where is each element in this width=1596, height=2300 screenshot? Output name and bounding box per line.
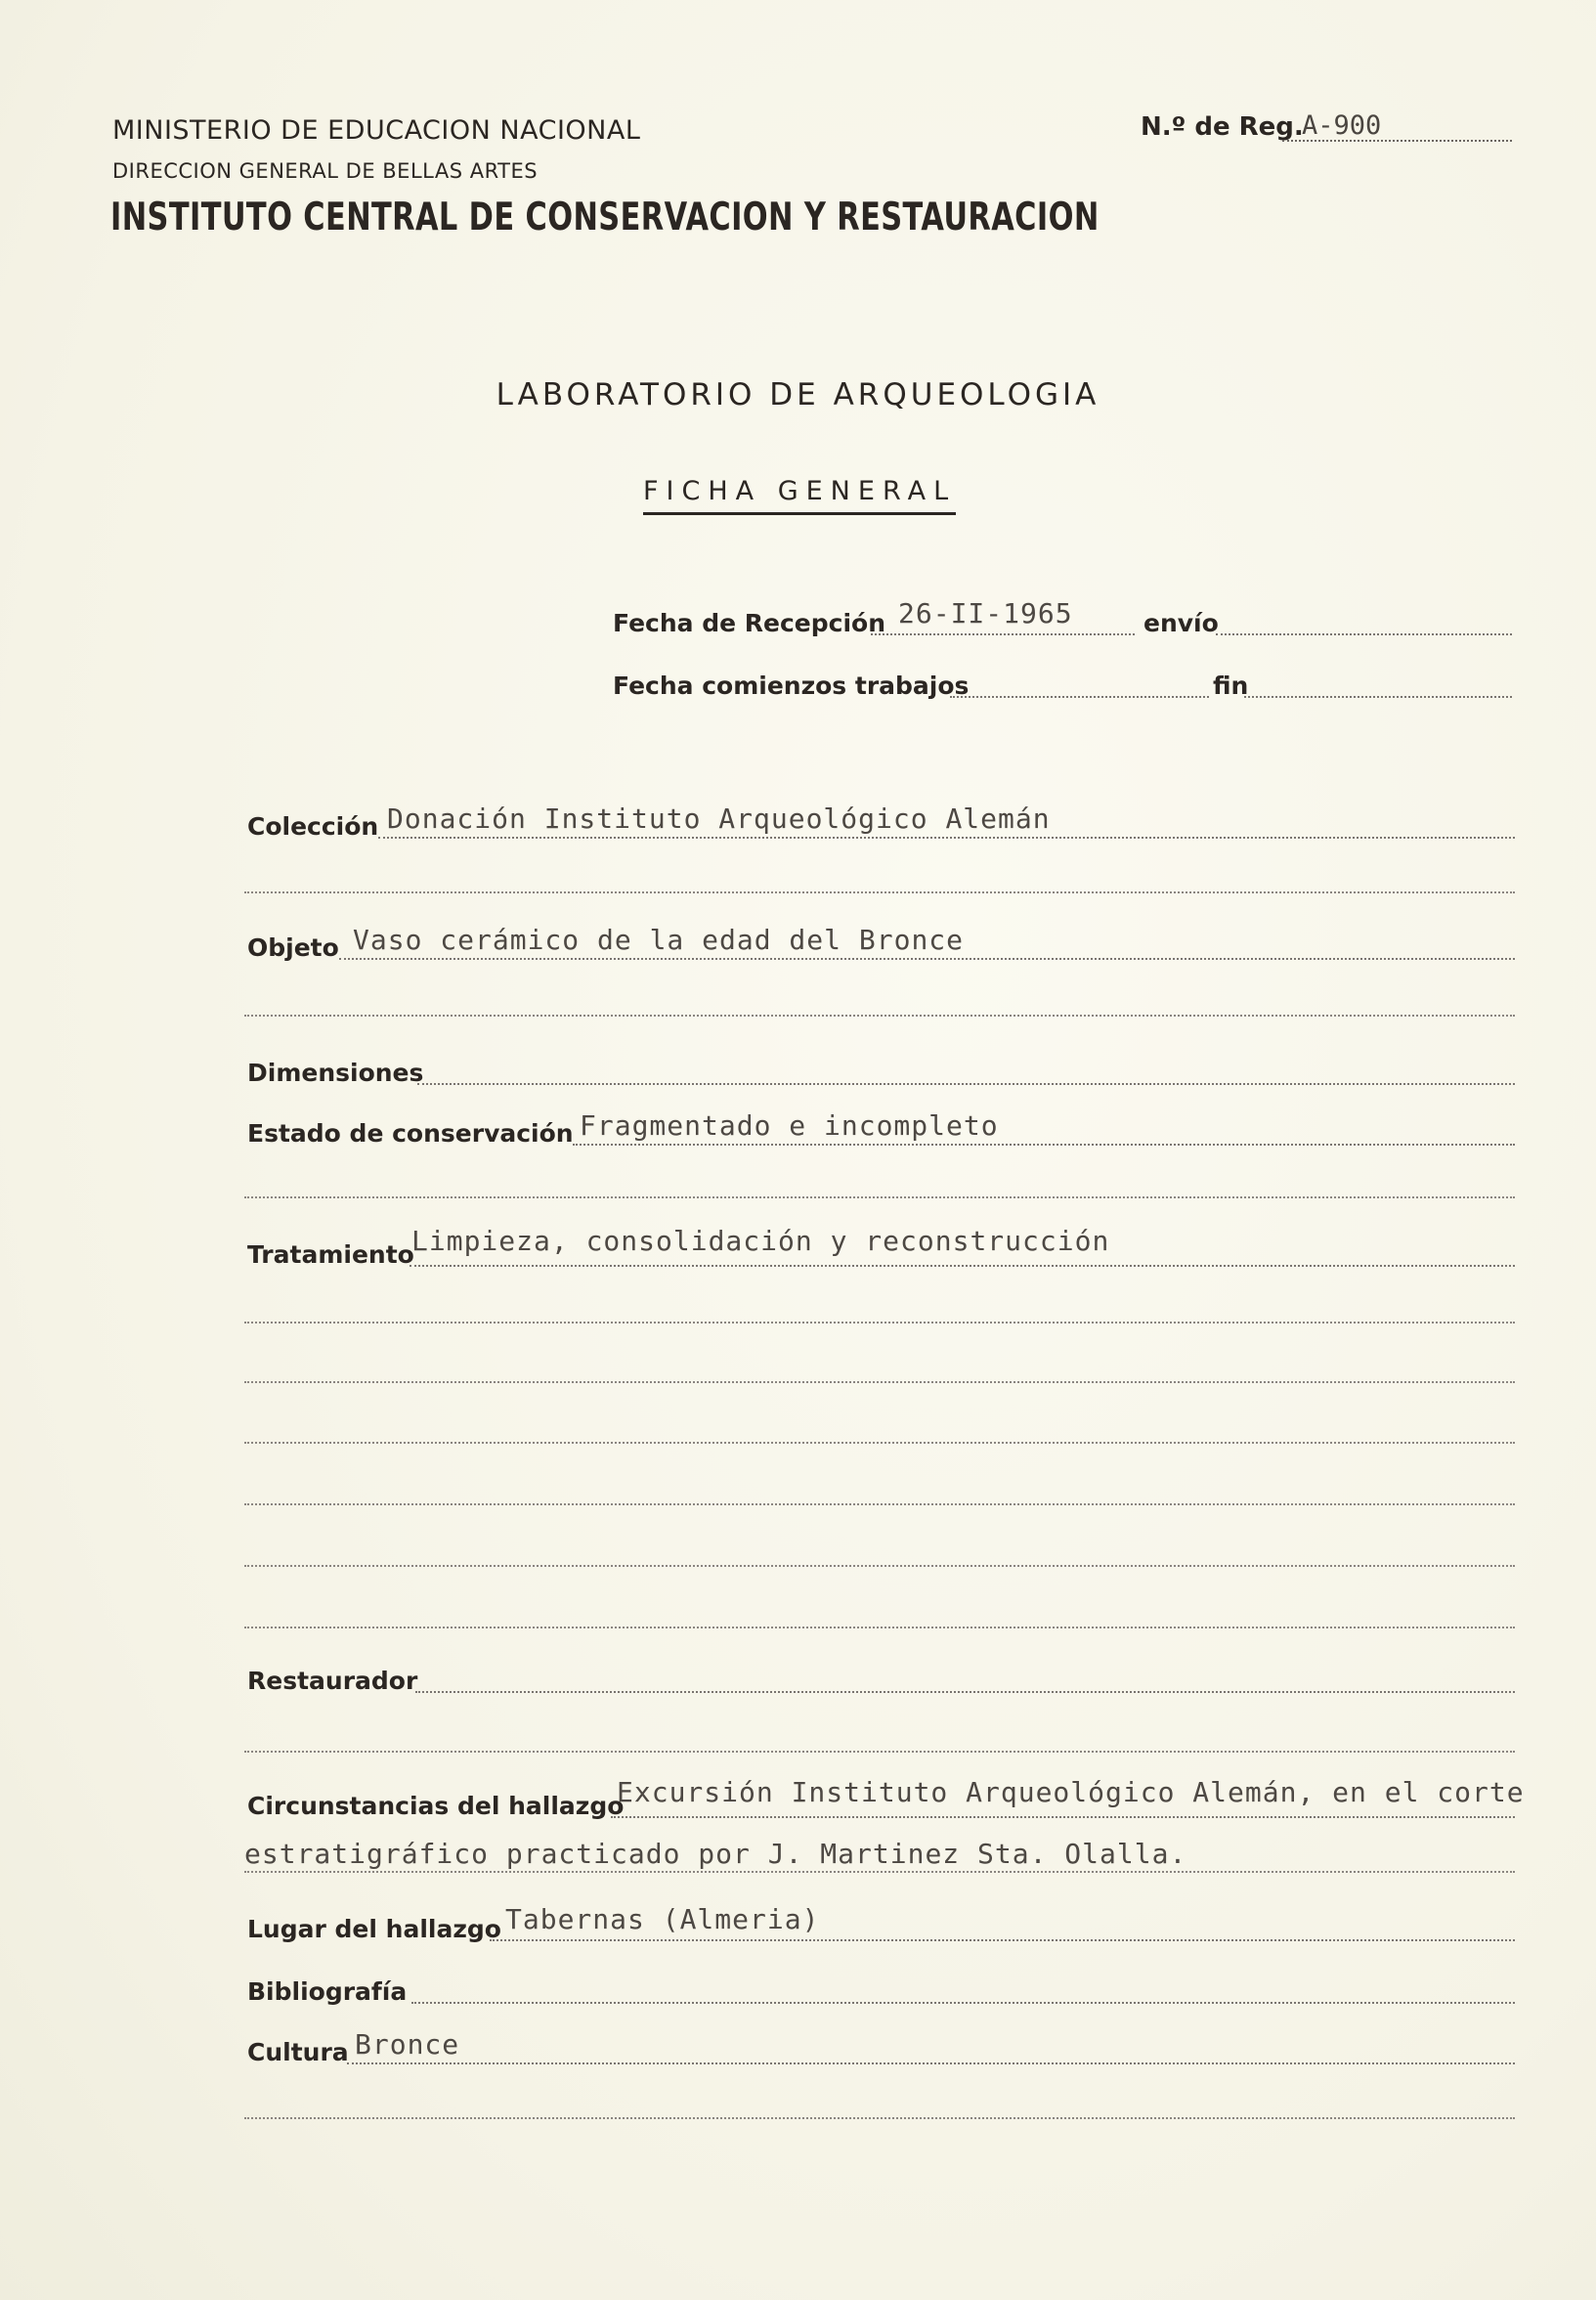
object-extra-line: [244, 1015, 1515, 1017]
registry-number-label: N.º de Reg.: [1141, 112, 1304, 142]
treatment-extra-line-5: [244, 1565, 1515, 1567]
bibliography-line: [411, 2002, 1515, 2004]
object-field: [247, 924, 1515, 962]
object-label: Objeto: [247, 933, 339, 962]
restorer-line: [415, 1691, 1515, 1693]
finding-circumstances-label: Circunstancias del hallazgo: [247, 1792, 625, 1820]
collection-line: [378, 837, 1515, 839]
reception-date-line: [871, 633, 1135, 635]
collection-value: Donación Instituto Arqueológico Alemán: [387, 803, 1051, 835]
dimensions-label: Dimensiones: [247, 1059, 424, 1087]
treatment-line: [410, 1265, 1515, 1267]
finding-circumstances-field: [247, 1776, 1525, 1820]
restorer-label: Restaurador: [247, 1667, 418, 1695]
object-line: [339, 958, 1515, 960]
work-start-date-field: [613, 667, 1512, 700]
finding-circumstances-value-2: estratigráfico practicado por J. Martinez Sta. Olalla.: [244, 1838, 1187, 1870]
culture-line: [347, 2062, 1515, 2064]
finding-circumstances-value-1: Excursión Instituto Arqueológico Alemán, en el corte: [617, 1776, 1525, 1808]
reception-date-value: 26-II-1965: [898, 597, 1073, 629]
conservation-state-label: Estado de conservación: [247, 1119, 574, 1148]
treatment-label: Tratamiento: [247, 1240, 414, 1269]
work-start-date-label: Fecha comienzos trabajos: [613, 672, 970, 700]
dimensions-field: [247, 1054, 1515, 1087]
finding-circumstances-line: [611, 1816, 1515, 1818]
finding-place-value: Tabernas (Almeria): [505, 1903, 820, 1935]
conservation-state-field: [247, 1109, 1515, 1148]
conservation-extra-line: [244, 1196, 1515, 1198]
institute-heading: INSTITUTO CENTRAL DE CONSERVACION Y RESTAURACION: [110, 195, 1100, 239]
dimensions-line: [417, 1083, 1515, 1085]
registry-number-value: A-900: [1302, 110, 1382, 141]
restorer-extra-line: [244, 1751, 1515, 1753]
treatment-extra-line-1: [244, 1322, 1515, 1324]
bibliography-label: Bibliografía: [247, 1977, 408, 2006]
collection-extra-line: [244, 891, 1515, 893]
treatment-value: Limpieza, consolidación y reconstrucción: [411, 1225, 1110, 1257]
object-value: Vaso cerámico de la edad del Bronce: [353, 924, 965, 956]
reception-date-field: [613, 597, 1512, 637]
collection-label: Colección: [247, 812, 379, 841]
end-date-line: [1244, 696, 1512, 698]
conservation-state-line: [573, 1144, 1515, 1146]
shipping-line: [1216, 633, 1512, 635]
laboratory-title: LABORATORIO DE ARQUEOLOGIA: [496, 377, 1100, 412]
collection-field: [247, 803, 1515, 841]
culture-field: [247, 2028, 1515, 2066]
work-start-date-line: [950, 696, 1209, 698]
registry-number-field: [1141, 112, 1512, 144]
treatment-field: [247, 1225, 1515, 1269]
culture-value: Bronce: [355, 2028, 460, 2061]
bibliography-field: [247, 1973, 1515, 2006]
treatment-extra-line-2: [244, 1381, 1515, 1383]
finding-place-label: Lugar del hallazgo: [247, 1915, 501, 1943]
culture-label: Cultura: [247, 2038, 349, 2066]
treatment-extra-line-3: [244, 1442, 1515, 1444]
reception-date-label: Fecha de Recepción: [613, 609, 886, 637]
shipping-label: envío: [1143, 609, 1219, 637]
finding-circumstances-extra-line: [244, 1871, 1515, 1873]
treatment-extra-line-4: [244, 1503, 1515, 1505]
form-title: FICHA GENERAL: [643, 476, 956, 515]
ministry-heading: MINISTERIO DE EDUCACION NACIONAL: [112, 115, 641, 146]
treatment-extra-line-6: [244, 1627, 1515, 1628]
directorate-heading: DIRECCION GENERAL DE BELLAS ARTES: [112, 159, 539, 183]
finding-place-line: [490, 1939, 1515, 1941]
end-date-label: fin: [1213, 672, 1249, 700]
conservation-state-value: Fragmentado e incompleto: [580, 1109, 999, 1142]
culture-extra-line: [244, 2117, 1515, 2119]
restorer-field: [247, 1662, 1515, 1695]
finding-place-field: [247, 1903, 1515, 1943]
